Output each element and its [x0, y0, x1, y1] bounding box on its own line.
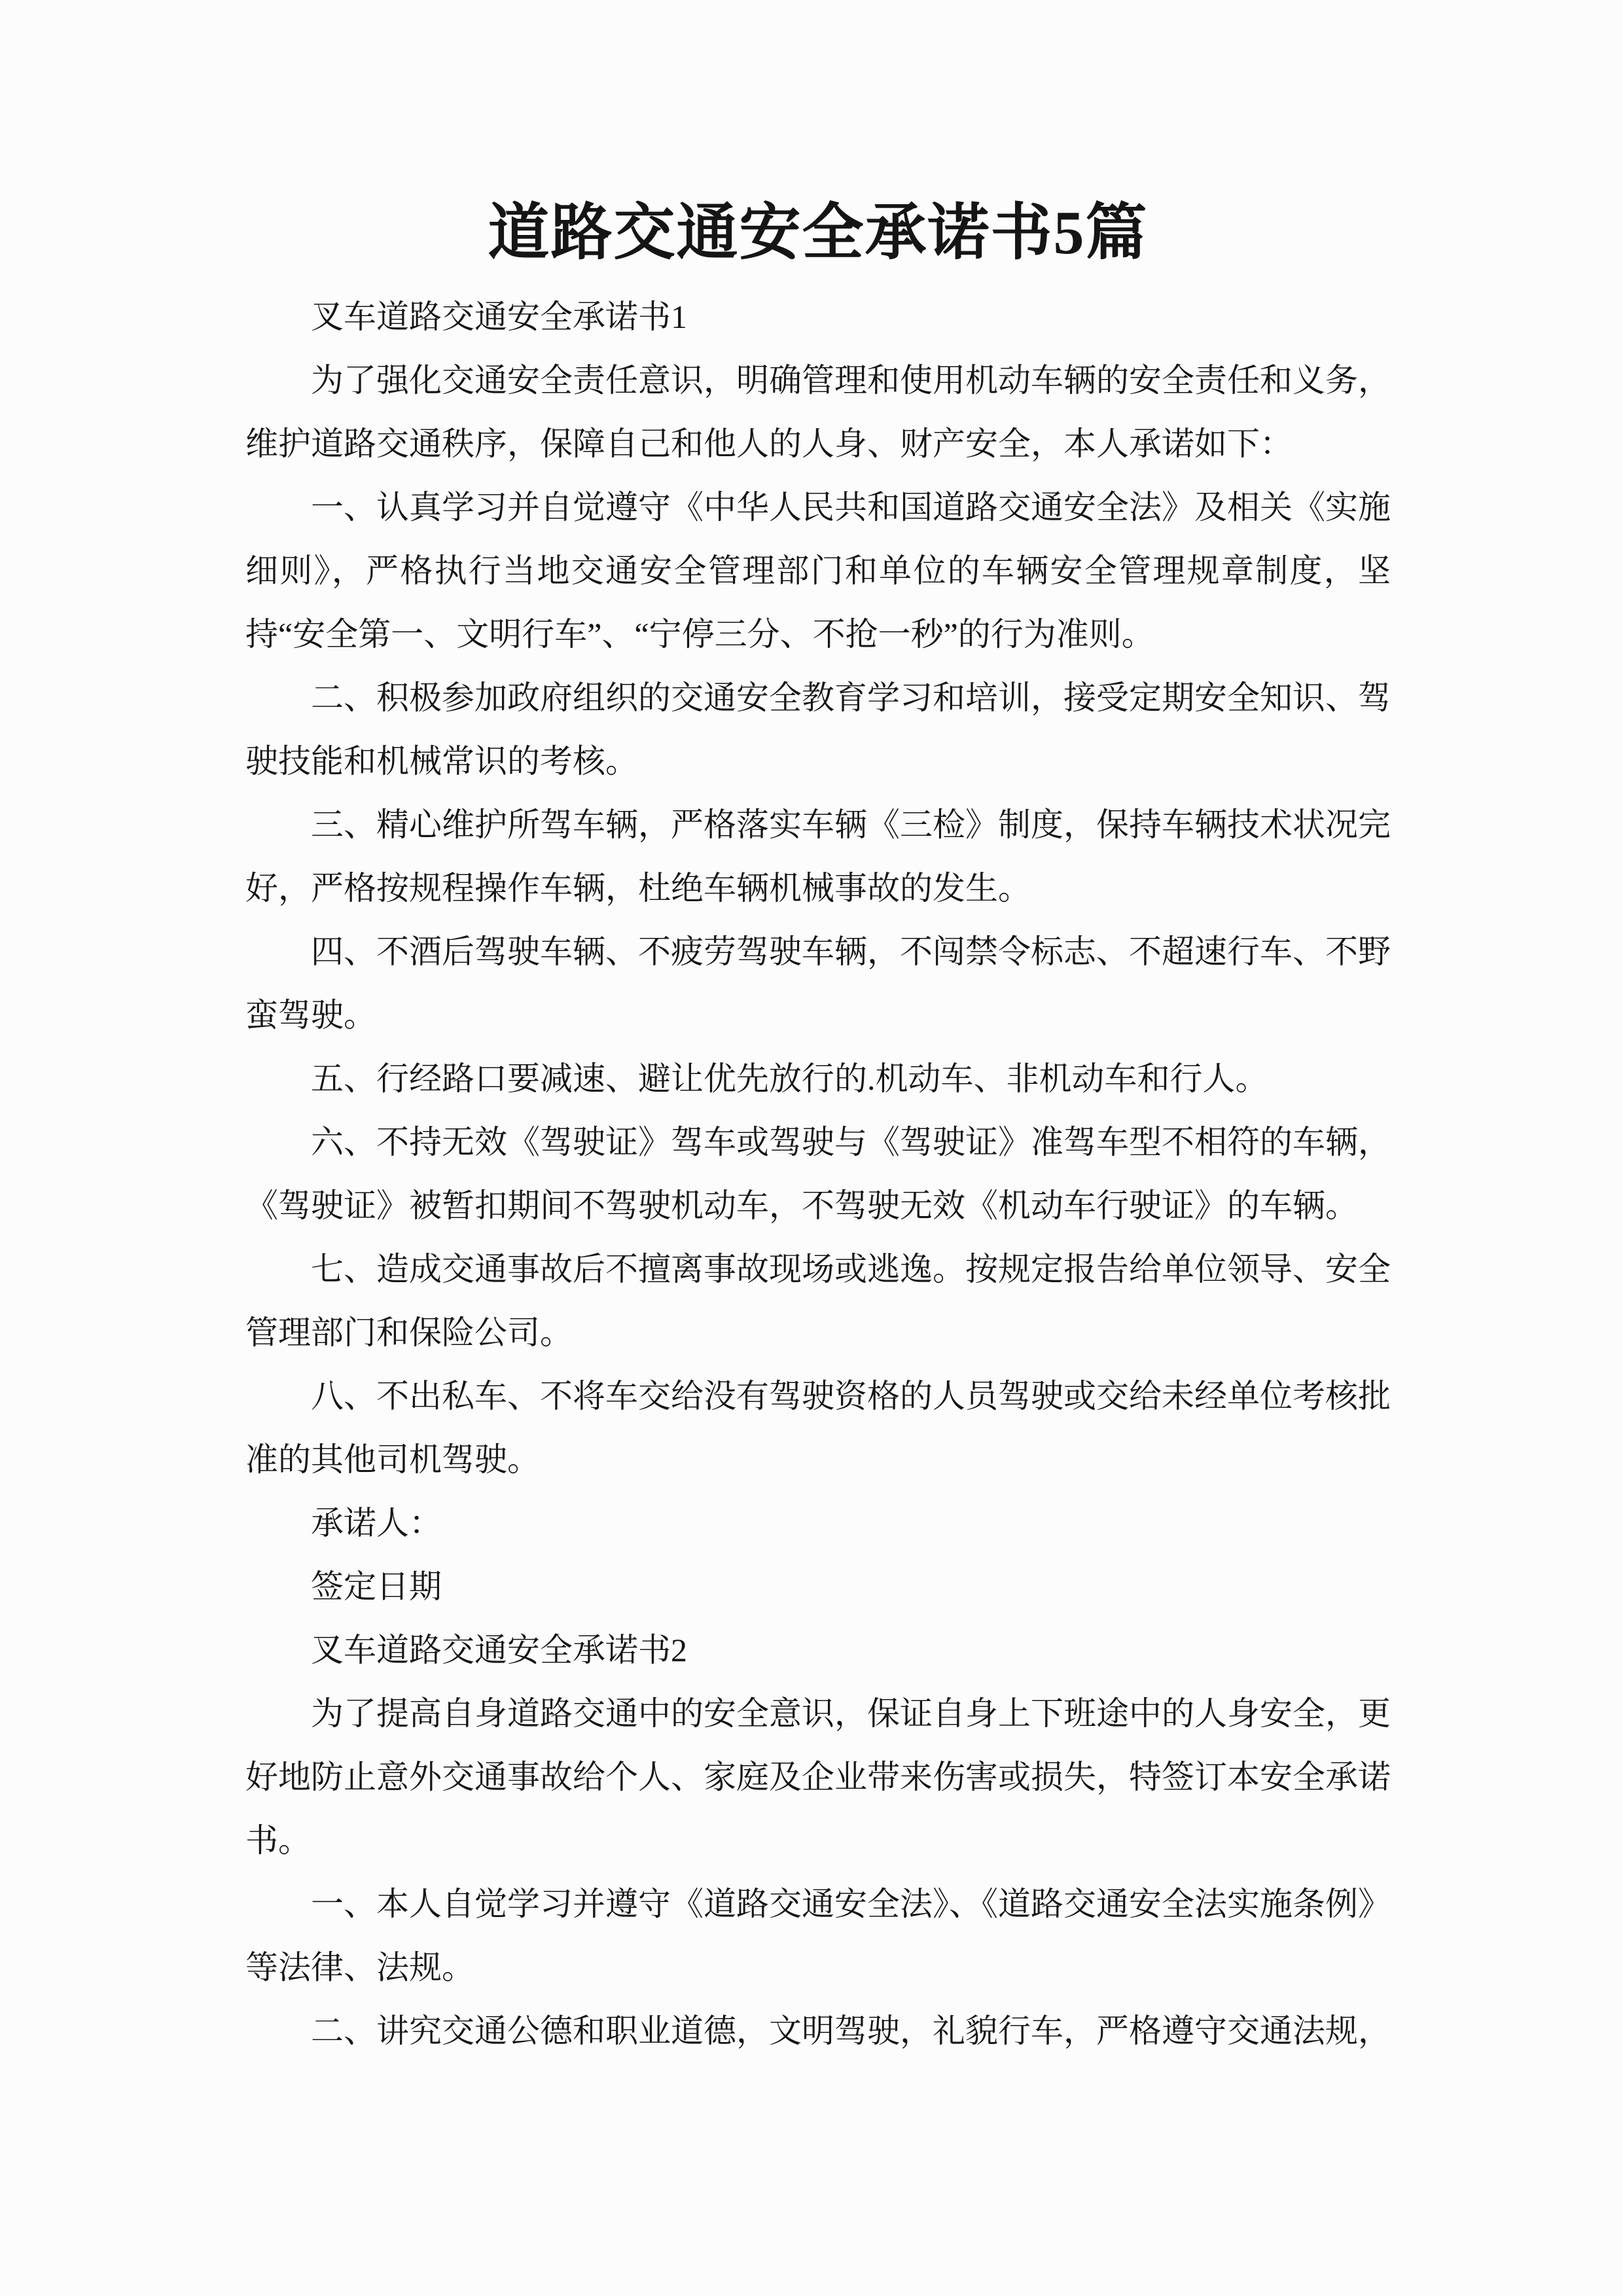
document-body — [245, 285, 1391, 2063]
paragraph: 四、不酒后驾驶车辆、不疲劳驾驶车辆，不闯禁令标志、不超速行车、不野蛮驾驶。 — [245, 933, 1391, 1033]
paragraph: 八、不出私车、不将车交给没有驾驶资格的人员驾驶或交给未经单位考核批准的其他司机驾驶。 — [245, 1378, 1391, 1478]
paragraph: 六、不持无效《驾驶证》驾车或驾驶与《驾驶证》准驾车型不相符的车辆，《驾驶证》被暂扣期间不驾驶机动车，不驾驶无效《机动车行驶证》的车辆。 — [245, 1124, 1391, 1224]
paragraph: 一、认真学习并自觉遵守《中华人民共和国道路交通安全法》及相关《实施细则》，严格执行当地交通安全管理部门和单位的车辆安全管理规章制度，坚持“安全第一、文明行车”、“宁停三分、不抢一秒”的行为准则。 — [245, 489, 1391, 653]
paragraph: 一、本人自觉学习并遵守《道路交通安全法》、《道路交通安全法实施条例》等法律、法规。 — [245, 1886, 1391, 1986]
paragraph: 签定日期 — [311, 1568, 442, 1605]
paragraph: 叉车道路交通安全承诺书2 — [311, 1632, 687, 1668]
paragraph: 五、行经路口要减速、避让优先放行的.机动车、非机动车和行人。 — [311, 1060, 1268, 1097]
paragraph: 三、精心维护所驾车辆，严格落实车辆《三检》制度，保持车辆技术状况完好，严格按规程操作车辆，杜绝车辆机械事故的发生。 — [245, 806, 1391, 906]
paragraph: 为了强化交通安全责任意识，明确管理和使用机动车辆的安全责任和义务，维护道路交通秩序，保障自己和他人的人身、财产安全，本人承诺如下： — [245, 362, 1391, 462]
paragraph: 叉车道路交通安全承诺书1 — [311, 298, 687, 335]
paragraph: 七、造成交通事故后不擅离事故现场或逃逸。按规定报告给单位领导、安全管理部门和保险公司。 — [245, 1251, 1391, 1351]
document-title: 道路交通安全承诺书5篇 — [488, 199, 1149, 267]
paragraph: 二、讲究交通公德和职业道德，文明驾驶，礼貌行车，严格遵守交通法规， — [311, 2013, 1391, 2049]
paragraph: 二、积极参加政府组织的交通安全教育学习和培训，接受定期安全知识、驾驶技能和机械常识的考核。 — [245, 679, 1391, 780]
paragraph: 承诺人： — [311, 1505, 442, 1541]
paragraph: 为了提高自身道路交通中的安全意识，保证自身上下班途中的人身安全，更好地防止意外交通事故给个人、家庭及企业带来伤害或损失，特签订本安全承诺书。 — [245, 1695, 1391, 1859]
